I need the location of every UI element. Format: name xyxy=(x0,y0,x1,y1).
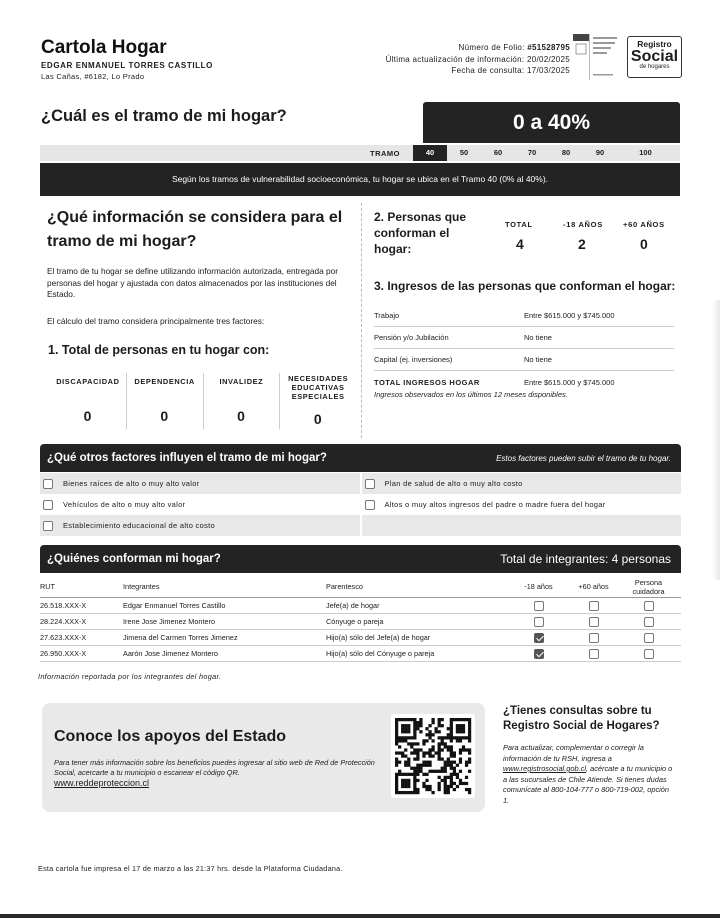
checkbox-icon xyxy=(644,601,654,611)
members-header xyxy=(40,545,681,573)
income-row xyxy=(374,305,674,327)
qr-code-icon[interactable] xyxy=(391,714,475,798)
table-cell: Hijo(a) sólo del Jefe(a) de hogar xyxy=(326,633,431,642)
otros-factores-list xyxy=(40,473,681,536)
income-value: No tiene xyxy=(524,333,552,342)
checkbox-cell xyxy=(566,601,621,611)
page-title: Cartola Hogar xyxy=(41,37,167,58)
otros-item-label: Establecimiento educacional de alto costo xyxy=(63,521,215,530)
income-row xyxy=(374,349,674,371)
col-header: Persona cuidadora xyxy=(632,577,665,596)
otros-factores-header xyxy=(40,444,681,472)
checkbox-cell xyxy=(566,649,621,659)
table-cell: Hijo(a) sólo del Cónyuge o pareja xyxy=(326,649,435,658)
otros-row xyxy=(40,494,681,515)
otros-item-label: Vehículos de alto o muy alto valor xyxy=(63,500,186,509)
tramo-scale-cell: 40 xyxy=(413,145,447,161)
folio-label: Número de Folio: xyxy=(458,43,525,52)
otros-item xyxy=(40,494,360,515)
income-label: Pensión y/o Jubilación xyxy=(374,333,449,342)
checkbox-icon xyxy=(365,479,375,489)
registrosocial-link[interactable]: www.registrosocial.gob.cl xyxy=(503,764,586,773)
consulted-label: Fecha de consulta: xyxy=(451,66,525,75)
members-title: ¿Quiénes conforman mi hogar? xyxy=(47,553,221,565)
table-cell: Jefe(a) de hogar xyxy=(326,601,380,610)
factor-discapacidad xyxy=(50,373,127,429)
otros-row xyxy=(40,473,681,494)
consultas-title: ¿Tienes consultas sobre tu Registro Social de Hogares? xyxy=(503,705,660,732)
otros-item xyxy=(362,473,682,494)
section-3-title: 3. Ingresos de las personas que conforman el hogar: xyxy=(374,279,676,293)
table-cell: Irene Jose Jimenez Montero xyxy=(123,617,216,626)
factor-invalidez xyxy=(204,373,281,429)
factors-grid xyxy=(50,373,356,429)
section-2-title: 2. Personas que conforman el hogar: xyxy=(374,210,467,256)
factor-dependencia xyxy=(127,373,204,429)
apoyos-card xyxy=(42,703,485,812)
checkbox-icon xyxy=(43,500,53,510)
government-logo-icon xyxy=(573,34,623,80)
tramo-banner: Según los tramos de vulnerabilidad socioeconómica, tu hogar se ubica en el Tramo 40 (0% al 40%). xyxy=(40,163,680,196)
checkbox-icon xyxy=(589,617,599,627)
factor-label: NECESIDADES EDUCATIVAS ESPECIALES xyxy=(288,374,349,401)
members-note: Información reportada por los integrantes del hogar. xyxy=(38,672,222,681)
col-header: RUT xyxy=(40,582,55,591)
tramo-scale-cell: 70 xyxy=(527,148,537,157)
consulted-date: 17/03/2025 xyxy=(526,66,570,75)
checkbox-cell xyxy=(511,649,566,659)
table-row xyxy=(40,630,681,646)
members-table xyxy=(40,576,681,662)
income-value: Entre $615.000 y $745.000 xyxy=(524,311,615,320)
checkbox-cell xyxy=(566,617,621,627)
factor-nee xyxy=(280,373,356,429)
factor-label: INVALIDEZ xyxy=(219,377,264,386)
checkbox-icon xyxy=(589,601,599,611)
persons-o60-value: 0 xyxy=(640,236,648,252)
checkbox-cell xyxy=(621,617,676,627)
table-cell: 26.950.XXX-X xyxy=(40,649,87,658)
tramo-scale-cell: 50 xyxy=(459,148,469,157)
otros-item-label: Plan de salud de alto o muy alto costo xyxy=(384,479,523,488)
checkbox-icon xyxy=(43,521,53,531)
tramo-scale xyxy=(40,145,680,161)
checkbox-cell xyxy=(566,633,621,643)
updated-date: 20/02/2025 xyxy=(526,54,570,64)
table-row xyxy=(40,646,681,662)
tramo-scale-label: TRAMO xyxy=(370,148,400,158)
checkbox-icon xyxy=(534,617,544,627)
tramo-scale-cell: 100 xyxy=(639,148,652,157)
income-label: Trabajo xyxy=(374,311,400,320)
members-table-header xyxy=(40,576,681,598)
info-question: ¿Qué información se considera para el tramo de mi hogar? xyxy=(47,209,343,250)
persons-o60-label: +60 AÑOS xyxy=(623,220,665,229)
persons-total-value: 4 xyxy=(516,236,524,252)
updated-label: Última actualización de información: xyxy=(385,54,525,64)
income-total-value: Entre $615.000 y $745.000 xyxy=(524,377,615,387)
otros-factores-note: Estos factores pueden subir el tramo de tu hogar. xyxy=(496,453,671,463)
apoyos-desc: Para tener más información sobre los beneficios puedes ingresar al sitio web de Red de Protección Social, acercarte a tu municipio o escanear el código QR. xyxy=(54,758,375,777)
logo-line-3: de hogares xyxy=(639,64,670,70)
factor-value: 0 xyxy=(313,411,323,427)
tramo-question: ¿Cuál es el tramo de mi hogar? xyxy=(41,107,287,125)
otros-item xyxy=(40,473,360,494)
income-table xyxy=(374,305,674,399)
factor-label: DEPENDENCIA xyxy=(134,377,195,386)
page-shadow xyxy=(712,300,720,580)
tramo-scale-cell: 60 xyxy=(493,148,503,157)
table-cell: Jimena del Carmen Torres Jimenez xyxy=(123,633,238,642)
col-header: +60 años xyxy=(578,582,609,591)
otros-item-label: Altos o muy altos ingresos del padre o madre fuera del hogar xyxy=(384,500,606,509)
income-row xyxy=(374,327,674,349)
reddeproteccion-link[interactable]: www.reddeproteccion.cl xyxy=(54,778,150,788)
persons-u18-label: -18 AÑOS xyxy=(563,220,603,229)
table-cell: Cónyuge o pareja xyxy=(326,617,384,626)
income-observed-note: Ingresos observados en los últimos 12 meses disponibles. xyxy=(374,390,568,399)
col-header: Parentesco xyxy=(326,582,363,591)
persons-u18-value: 2 xyxy=(578,236,586,252)
table-cell: 26.518.XXX-X xyxy=(40,601,87,610)
holder-address: Las Cañas, #6182, Lo Prado xyxy=(41,72,145,81)
checkbox-icon xyxy=(644,633,654,643)
col-header: Integrantes xyxy=(123,582,160,591)
persons-total-label: TOTAL xyxy=(505,220,533,229)
checkbox-cell xyxy=(511,633,566,643)
page-edge xyxy=(0,914,720,918)
members-total: Total de integrantes: 4 personas xyxy=(500,552,671,566)
otros-item-empty xyxy=(362,515,682,536)
checkbox-icon xyxy=(589,649,599,659)
info-paragraph-1: El tramo de tu hogar se define utilizando información autorizada, entregada por personas del hogar y ajustada con datos almacenados por las instituciones del Estado. xyxy=(47,266,339,299)
factor-value: 0 xyxy=(237,408,246,424)
checkbox-icon xyxy=(644,617,654,627)
consultas-text: , acércate a tu municipio o a las sucursales de Chile Atiende. Si tienes dudas comunícate al 800-104-777 o 800-719-002, opción 1. xyxy=(503,764,673,805)
factor-value: 0 xyxy=(160,408,169,424)
otros-item xyxy=(40,515,360,536)
checkbox-checked-icon xyxy=(534,633,544,643)
table-cell: 27.623.XXX-X xyxy=(40,633,87,642)
checkbox-cell xyxy=(511,601,566,611)
income-total-label: TOTAL INGRESOS HOGAR xyxy=(374,377,480,387)
otros-factores-title: ¿Qué otros factores influyen el tramo de mi hogar? xyxy=(47,452,327,464)
tramo-value: 0 a 40% xyxy=(423,102,680,143)
col-header: -18 años xyxy=(524,582,553,591)
checkbox-cell xyxy=(621,649,676,659)
tramo-scale-cell: 80 xyxy=(561,148,571,157)
checkbox-cell xyxy=(621,633,676,643)
checkbox-icon xyxy=(644,649,654,659)
consultas-text: Para actualizar, complementar o corregir la información de tu RSH, ingresa a xyxy=(503,743,644,763)
registro-social-logo xyxy=(627,36,682,78)
table-cell: 28.224.XXX-X xyxy=(40,617,87,626)
income-label: Capital (ej. inversiones) xyxy=(374,355,453,364)
folio-block xyxy=(386,42,570,77)
table-cell: Aarón Jose Jimenez Montero xyxy=(123,649,218,658)
checkbox-icon xyxy=(365,500,375,510)
factor-label: DISCAPACIDAD xyxy=(56,377,120,386)
logo-line-1: Registro xyxy=(637,39,672,49)
holder-name: EDGAR ENMANUEL TORRES CASTILLO xyxy=(41,61,213,70)
checkbox-cell xyxy=(511,617,566,627)
table-cell: Edgar Enmanuel Torres Castillo xyxy=(123,601,226,610)
table-row xyxy=(40,598,681,614)
table-row xyxy=(40,614,681,630)
apoyos-title: Conoce los apoyos del Estado xyxy=(54,728,287,745)
otros-row xyxy=(40,515,681,536)
checkbox-checked-icon xyxy=(534,649,544,659)
print-footer: Esta cartola fue impresa el 17 de marzo a las 21:37 hrs. desde la Plataforma Ciudadana. xyxy=(38,864,343,873)
section-1-title: 1. Total de personas en tu hogar con: xyxy=(48,343,270,357)
checkbox-icon xyxy=(43,479,53,489)
logo-line-2: Social xyxy=(630,48,679,65)
checkbox-icon xyxy=(589,633,599,643)
otros-item xyxy=(362,494,682,515)
tramo-scale-cell: 90 xyxy=(595,148,605,157)
consultas-desc xyxy=(503,743,673,806)
checkbox-icon xyxy=(534,601,544,611)
folio-number: #51528795 xyxy=(527,43,570,52)
factor-value: 0 xyxy=(83,408,93,424)
checkbox-cell xyxy=(621,601,676,611)
column-divider xyxy=(361,203,362,438)
otros-item-label: Bienes raíces de alto o muy alto valor xyxy=(63,479,200,488)
income-value: No tiene xyxy=(524,355,552,364)
info-paragraph-2: El cálculo del tramo considera principalmente tres factores: xyxy=(47,316,265,326)
